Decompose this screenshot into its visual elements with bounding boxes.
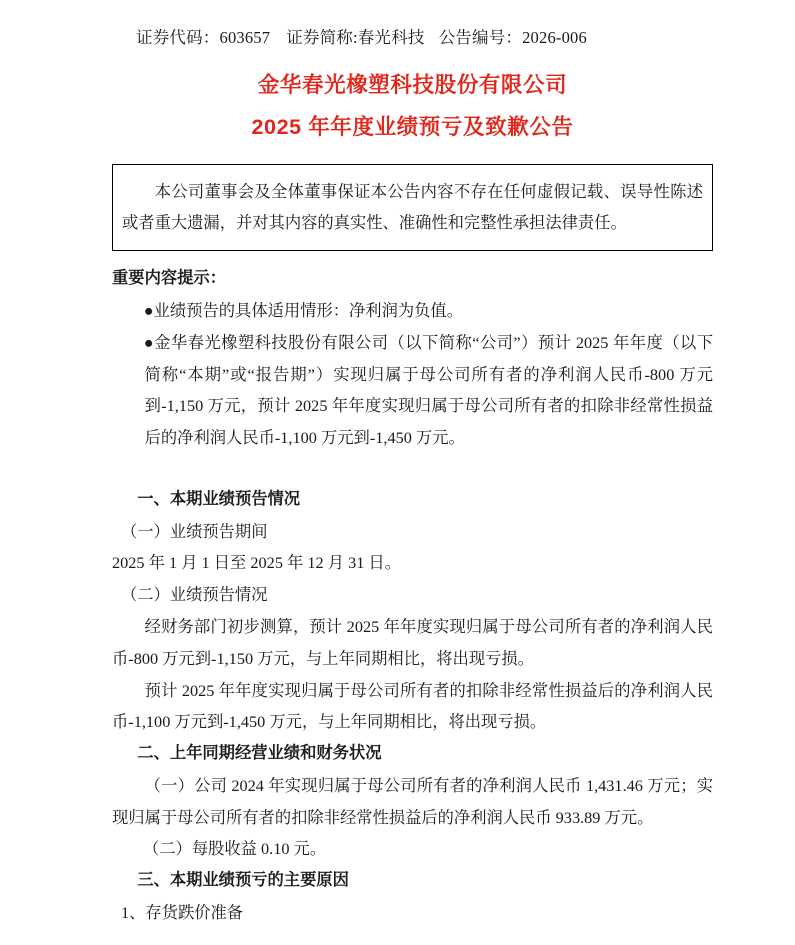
security-abbr-label: 证券简称:	[286, 28, 358, 47]
security-abbr-value: 春光科技	[357, 28, 425, 47]
forecast-deducted-profit-paragraph: 预计 2025 年年度实现归属于母公司所有者的扣除非经常性损益后的净利润人民币-1,100 万元到-1,450 万元，与上年同期相比，将出现亏损。	[112, 680, 713, 732]
notice-number-value: 2026-006	[522, 28, 587, 47]
important-notice-bullet-2-text: 金华春光橡塑科技股份有限公司（以下简称“公司”）预计 2025 年年度（以下简称“本期”或“报告期”）实现归属于母公司所有者的净利润人民币-800 万元到-1,150 万元，预计 2025 年年度实现归属于母公司所有者的扣除非经常性损益后的净利润人民币-1,100 万元到-1,450 万元。	[144, 332, 713, 448]
prior-year-profit-item: （一）公司 2024 年实现归属于母公司所有者的净利润人民币 1,431.46 万元；实现归属于母公司所有者的扣除非经常性损益后的净利润人民币 933.89 万元。	[112, 775, 713, 827]
section-one-sub-two-heading: （二）业绩预告情况	[120, 585, 268, 605]
important-notice-heading: 重要内容提示：	[112, 269, 226, 288]
company-name-title: 金华春光橡塑科技股份有限公司	[257, 72, 568, 97]
security-code-label: 证券代码：	[136, 28, 220, 47]
important-notice-bullet-2	[112, 327, 713, 454]
disclaimer-box	[112, 164, 713, 252]
section-three-item-one: 1、存货跌价准备	[120, 902, 244, 922]
forecast-net-profit-paragraph: 经财务部门初步测算，预计 2025 年年度实现归属于母公司所有者的净利润人民币-800 万元到-1,150 万元，与上年同期相比，将出现亏损。	[112, 616, 713, 668]
security-code-value: 603657	[219, 28, 271, 47]
section-two-heading: 二、上年同期经营业绩和财务状况	[137, 744, 382, 763]
section-one-heading: 一、本期业绩预告情况	[137, 489, 301, 508]
section-one-sub-one-heading: （一）业绩预告期间	[120, 521, 268, 541]
section-three-heading: 三、本期业绩预亏的主要原因	[137, 871, 349, 890]
prior-year-eps-item: （二）每股收益 0.10 元。	[142, 839, 327, 859]
security-header-line	[112, 26, 713, 51]
announcement-title-block	[112, 72, 713, 140]
bullet-dot-icon: ●	[143, 332, 155, 352]
forecast-period-text: 2025 年 1 月 1 日至 2025 年 12 月 31 日。	[112, 553, 401, 573]
important-notice-bullet-1-text: 业绩预告的具体适用情形：净利润为负值。	[153, 301, 463, 321]
document-content	[112, 0, 713, 929]
important-notice-bullet-1	[112, 295, 713, 327]
notice-number-label: 公告编号：	[438, 28, 523, 47]
disclaimer-text: 本公司董事会及全体董事保证本公告内容不存在任何虚假记载、误导性陈述或者重大遗漏，并对其内容的真实性、准确性和完整性承担法律责任。	[122, 181, 703, 233]
bullet-dot-icon: ●	[143, 301, 154, 321]
announcement-subject-title: 2025 年年度业绩预亏及致歉公告	[251, 115, 574, 140]
